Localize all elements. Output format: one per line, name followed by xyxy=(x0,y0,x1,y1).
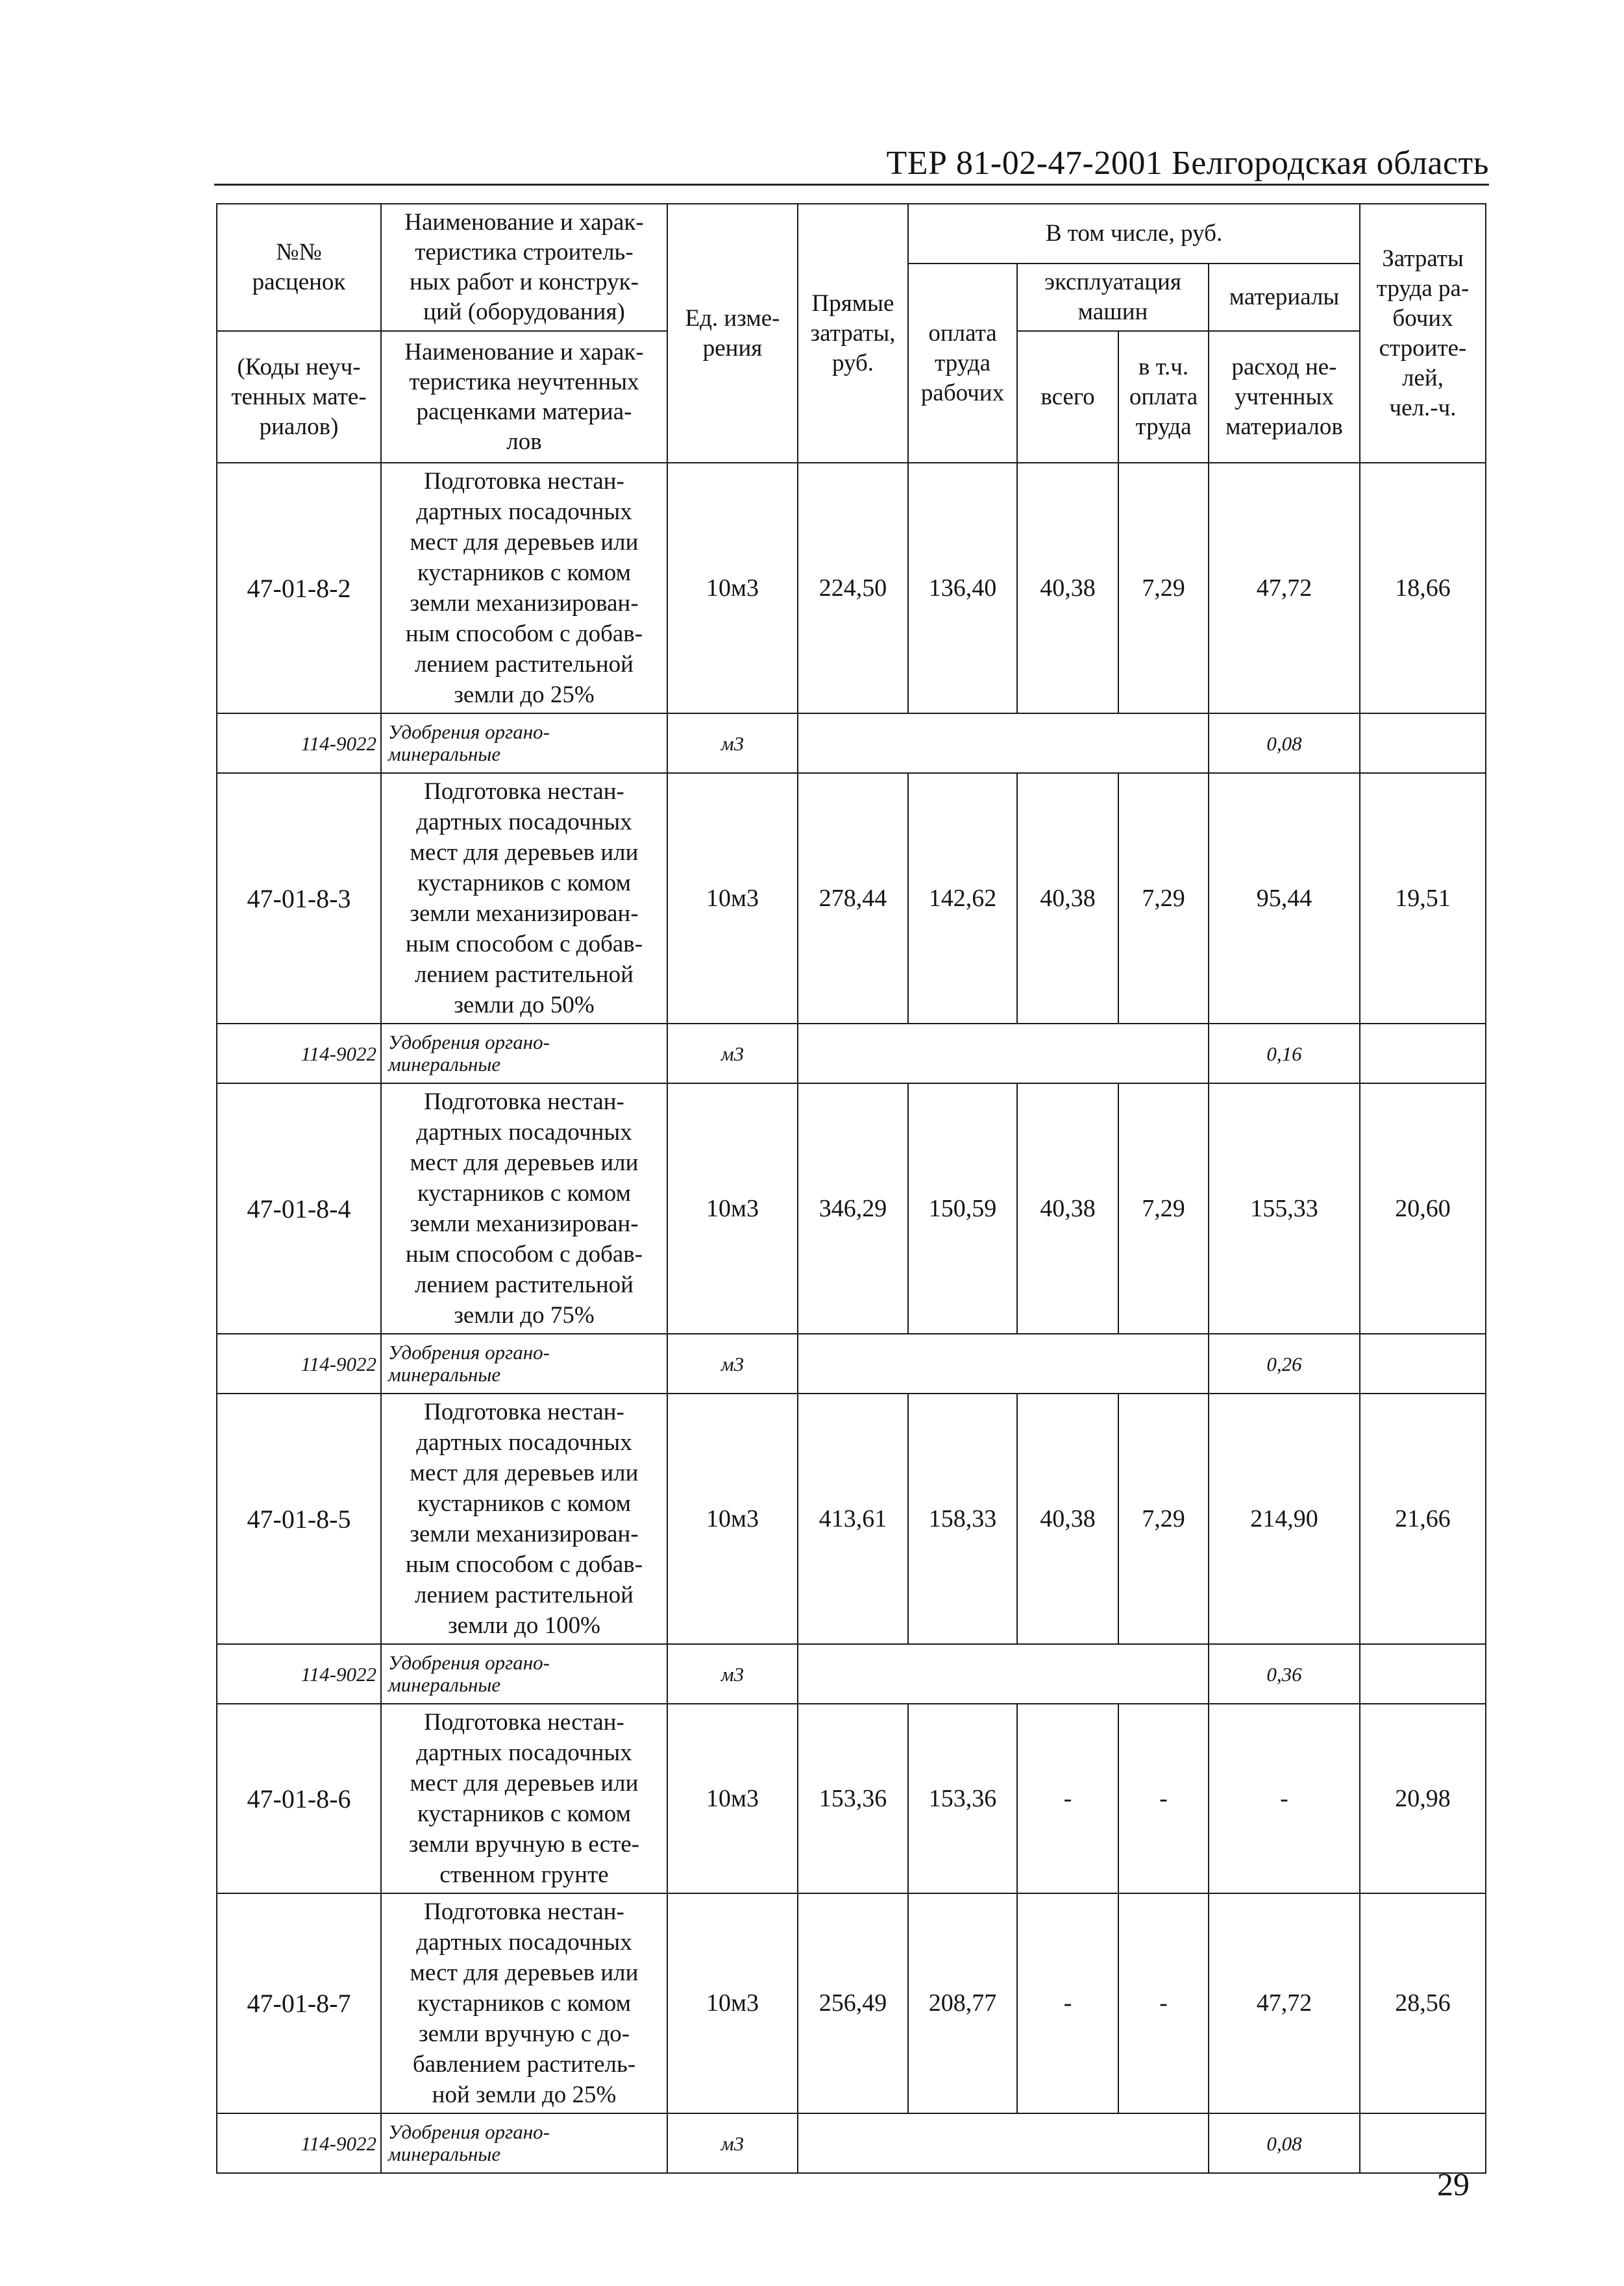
header-incl-text: В том числе, руб. xyxy=(1045,220,1223,247)
machines-pay-cell: 7,29 xyxy=(1118,773,1209,1024)
header-row-1 xyxy=(217,204,1486,264)
direct-cost-cell: 256,49 xyxy=(798,1893,908,2113)
rate-code: 47-01-8-7 xyxy=(217,1893,381,2113)
header-labor-pay-text: оплата труда рабочих xyxy=(920,319,1005,406)
labor-pay-cell: 136,40 xyxy=(908,463,1017,713)
material-blank xyxy=(798,2113,1209,2173)
header-materials xyxy=(1209,264,1360,331)
work-name: Подготовка нестан- дартных посадочных мест для деревьев или кустарников с комом земли механизирован- ным способом с добав- лением растительной земли до 25% xyxy=(381,463,667,713)
material-consumption: 0,16 xyxy=(1209,1024,1360,1083)
header-unit-text: Ед. изме- рения xyxy=(685,304,780,362)
materials-cell: 47,72 xyxy=(1209,1893,1360,2113)
material-consumption: 0,08 xyxy=(1209,2113,1360,2173)
material-consumption: 0,26 xyxy=(1209,1334,1360,1394)
header-name xyxy=(381,204,667,331)
material-blank xyxy=(798,1334,1209,1394)
materials-cell: 155,33 xyxy=(1209,1083,1360,1334)
labor-pay-cell: 158,33 xyxy=(908,1394,1017,1644)
direct-cost-cell: 153,36 xyxy=(798,1704,908,1893)
table-row xyxy=(217,1394,1486,1644)
machines-total-cell: 40,38 xyxy=(1017,463,1118,713)
header-total-text: всего xyxy=(1040,383,1095,410)
material-labor-blank xyxy=(1360,1024,1486,1083)
header-machines-text: эксплуатация машин xyxy=(1044,269,1181,325)
header-direct xyxy=(798,204,908,463)
material-code: 114-9022 xyxy=(217,1024,381,1083)
rate-code: 47-01-8-2 xyxy=(217,463,381,713)
materials-cell: 47,72 xyxy=(1209,463,1360,713)
direct-cost-cell: 413,61 xyxy=(798,1394,908,1644)
labor-cost-cell: 21,66 xyxy=(1360,1394,1486,1644)
machines-pay-cell: - xyxy=(1118,1704,1209,1893)
material-name: Удобрения органо- минеральные xyxy=(381,2113,667,2173)
material-unit: м3 xyxy=(667,1334,798,1394)
header-code2-text: (Коды неуч- тенных мате- риалов) xyxy=(231,353,367,440)
material-labor-blank xyxy=(1360,2113,1486,2173)
machines-pay-cell: - xyxy=(1118,1893,1209,2113)
labor-cost-cell: 20,60 xyxy=(1360,1083,1486,1334)
page-number: 29 xyxy=(1437,2166,1470,2202)
table-row xyxy=(217,773,1486,1024)
page-header-title: ТЕР 81-02-47-2001 Белгородская область xyxy=(886,145,1489,182)
header-labor-cost-text: Затраты труда ра- бочих строите- лей, чел.-ч. xyxy=(1376,245,1470,421)
table-row xyxy=(217,1893,1486,2113)
labor-cost-cell: 20,98 xyxy=(1360,1704,1486,1893)
unit-cell: 10м3 xyxy=(667,463,798,713)
material-blank xyxy=(798,713,1209,773)
unit-cell: 10м3 xyxy=(667,1893,798,2113)
labor-cost-cell: 18,66 xyxy=(1360,463,1486,713)
material-row xyxy=(217,1334,1486,1394)
direct-cost-cell: 346,29 xyxy=(798,1083,908,1334)
machines-pay-cell: 7,29 xyxy=(1118,1394,1209,1644)
material-unit: м3 xyxy=(667,1644,798,1704)
material-labor-blank xyxy=(1360,1644,1486,1704)
labor-pay-cell: 153,36 xyxy=(908,1704,1017,1893)
header-mat-consumption-text: расход не- учтенных материалов xyxy=(1225,353,1343,440)
direct-cost-cell: 278,44 xyxy=(798,773,908,1024)
material-labor-blank xyxy=(1360,1334,1486,1394)
unit-cell: 10м3 xyxy=(667,1704,798,1893)
header-labor-pay xyxy=(908,264,1017,463)
direct-cost-cell: 224,50 xyxy=(798,463,908,713)
material-code: 114-9022 xyxy=(217,713,381,773)
machines-total-cell: 40,38 xyxy=(1017,1083,1118,1334)
material-consumption: 0,36 xyxy=(1209,1644,1360,1704)
rates-table xyxy=(216,203,1486,2174)
header-code2 xyxy=(217,331,381,463)
machines-total-cell: - xyxy=(1017,1893,1118,2113)
rate-code: 47-01-8-3 xyxy=(217,773,381,1024)
machines-total-cell: 40,38 xyxy=(1017,773,1118,1024)
labor-pay-cell: 142,62 xyxy=(908,773,1017,1024)
rate-code: 47-01-8-6 xyxy=(217,1704,381,1893)
unit-cell: 10м3 xyxy=(667,1394,798,1644)
material-name: Удобрения органо- минеральные xyxy=(381,713,667,773)
unit-cell: 10м3 xyxy=(667,1083,798,1334)
material-name: Удобрения органо- минеральные xyxy=(381,1334,667,1394)
header-mat-consumption xyxy=(1209,331,1360,463)
header-labor-cost xyxy=(1360,204,1486,463)
materials-cell: 95,44 xyxy=(1209,773,1360,1024)
material-name: Удобрения органо- минеральные xyxy=(381,1644,667,1704)
material-blank xyxy=(798,1644,1209,1704)
header-machines-pay xyxy=(1118,331,1209,463)
header-incl-pay-text: в т.ч. оплата труда xyxy=(1129,353,1198,440)
rate-code: 47-01-8-5 xyxy=(217,1394,381,1644)
material-code: 114-9022 xyxy=(217,1334,381,1394)
material-name: Удобрения органо- минеральные xyxy=(381,1024,667,1083)
header-direct-text: Прямые затраты, руб. xyxy=(810,289,896,376)
header-unit xyxy=(667,204,798,463)
table-body xyxy=(217,204,1486,2173)
work-name: Подготовка нестан- дартных посадочных мест для деревьев или кустарников с комом земли механизирован- ным способом с добав- лением растительной земли до 50% xyxy=(381,773,667,1024)
materials-cell: 214,90 xyxy=(1209,1394,1360,1644)
header-machines-total xyxy=(1017,331,1118,463)
machines-total-cell: 40,38 xyxy=(1017,1394,1118,1644)
material-labor-blank xyxy=(1360,713,1486,773)
header-name2-text: Наименование и харак- теристика неучтенных расценками материа- лов xyxy=(404,338,644,455)
material-unit: м3 xyxy=(667,1024,798,1083)
labor-pay-cell: 150,59 xyxy=(908,1083,1017,1334)
material-code: 114-9022 xyxy=(217,1644,381,1704)
table-row xyxy=(217,1083,1486,1334)
material-row xyxy=(217,2113,1486,2173)
materials-cell: - xyxy=(1209,1704,1360,1893)
labor-cost-cell: 28,56 xyxy=(1360,1893,1486,2113)
material-row xyxy=(217,1644,1486,1704)
machines-total-cell: - xyxy=(1017,1704,1118,1893)
rate-code: 47-01-8-4 xyxy=(217,1083,381,1334)
material-row xyxy=(217,713,1486,773)
unit-cell: 10м3 xyxy=(667,773,798,1024)
labor-pay-cell: 208,77 xyxy=(908,1893,1017,2113)
table-row xyxy=(217,1704,1486,1893)
work-name: Подготовка нестан- дартных посадочных мест для деревьев или кустарников с комом земли механизирован- ным способом с добав- лением растительной земли до 100% xyxy=(381,1394,667,1644)
material-unit: м3 xyxy=(667,713,798,773)
material-consumption: 0,08 xyxy=(1209,713,1360,773)
header-rule xyxy=(214,184,1489,186)
material-row xyxy=(217,1024,1486,1083)
machines-pay-cell: 7,29 xyxy=(1118,463,1209,713)
header-materials-text: материалы xyxy=(1229,284,1340,310)
header-name-text: Наименование и харак- теристика строитель- ных работ и конструк- ций (оборудования) xyxy=(404,209,644,325)
work-name: Подготовка нестан- дартных посадочных мест для деревьев или кустарников с комом земли механизирован- ным способом с добав- лением растительной земли до 75% xyxy=(381,1083,667,1334)
header-name2 xyxy=(381,331,667,463)
header-code-text: №№ расценок xyxy=(252,239,346,295)
header-code xyxy=(217,204,381,331)
material-unit: м3 xyxy=(667,2113,798,2173)
header-incl xyxy=(908,204,1360,264)
machines-pay-cell: 7,29 xyxy=(1118,1083,1209,1334)
work-name: Подготовка нестан- дартных посадочных мест для деревьев или кустарников с комом земли вручную с до- бавлением раститель- ной земли до 25% xyxy=(381,1893,667,2113)
material-code: 114-9022 xyxy=(217,2113,381,2173)
labor-cost-cell: 19,51 xyxy=(1360,773,1486,1024)
table-row xyxy=(217,463,1486,713)
header-machines xyxy=(1017,264,1209,331)
material-blank xyxy=(798,1024,1209,1083)
work-name: Подготовка нестан- дартных посадочных мест для деревьев или кустарников с комом земли вручную в есте- ственном грунте xyxy=(381,1704,667,1893)
